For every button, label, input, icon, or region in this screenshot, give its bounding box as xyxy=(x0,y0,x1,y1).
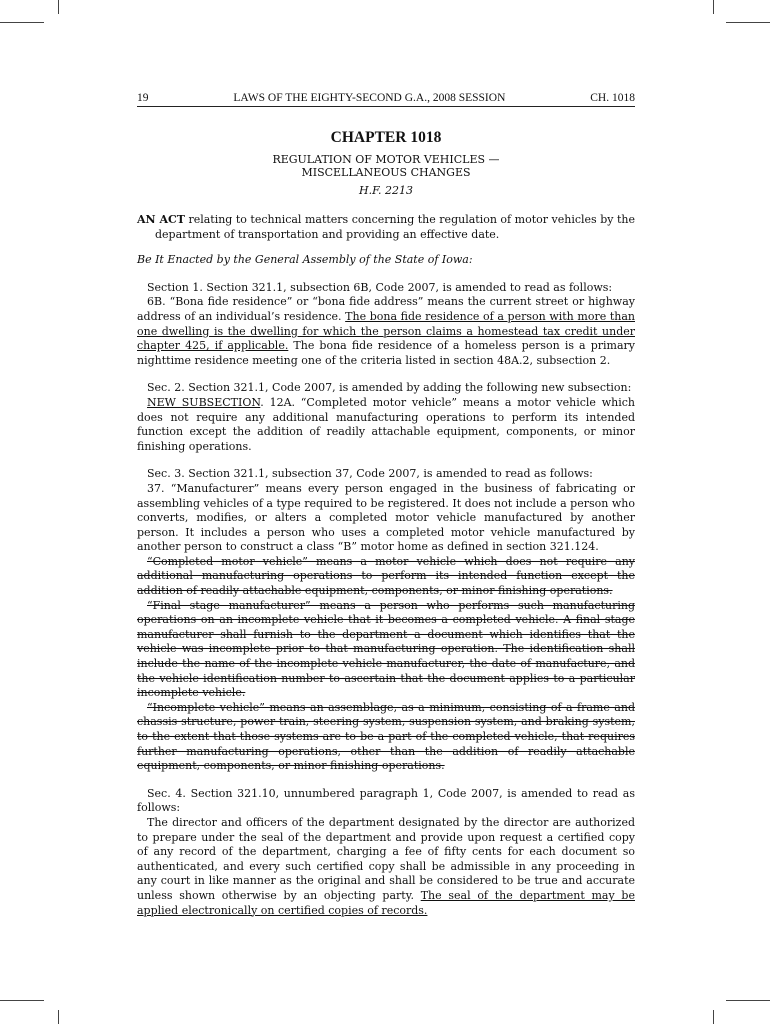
section-3-intro: Sec. 3. Section 321.1, subsection 37, Code 2007, is amended to read as follows: xyxy=(147,467,593,481)
section-1-intro: Section 1. Section 321.1, subsection 6B, Code 2007, is amended to read as follows: xyxy=(147,280,613,294)
section-2-intro: Sec. 2. Section 321.1, Code 2007, is amended by adding the following new subsection: xyxy=(147,381,632,395)
section-2-body xyxy=(137,396,635,454)
section-2-text: . 12A. “Completed motor vehicle” means a motor vehicle which does not require any additional manufacturing operations to perform its intended function except the addition of readily attachable equipment, components, or minor finishing operations. xyxy=(137,395,635,453)
inserted-text: The seal of the department may be applied electronically on certified copies of records. xyxy=(137,888,635,917)
running-title: LAWS OF THE EIGHTY-SECOND G.A., 2008 SESSION xyxy=(233,92,506,104)
bill-number: H.F. 2213 xyxy=(359,184,413,197)
section-4-intro: Sec. 4. Section 321.10, unnumbered paragraph 1, Code 2007, is amended to read as follows: xyxy=(137,786,635,815)
section-4-body xyxy=(137,816,635,918)
section-1-body xyxy=(137,295,635,368)
section-3-body: 37. “Manufacturer” means every person engaged in the business of fabricating or assembling vehicles of a type required to be registered. It does not include a person who converts, modifies, or alters a completed motor vehicle manufactured by another person. It includes a person who uses a completed motor vehicle manufactured by another person to construct a class “B” motor home as defined in section 321.124. xyxy=(137,481,635,554)
act-title xyxy=(137,213,635,242)
inserted-text: The bona fide residence of a person with more than one dwelling is the dwelling for which the person claims a homestead tax credit under chapter 425, if applicable. xyxy=(137,309,635,353)
act-text: relating to technical matters concerning the regulation of motor vehicles by the department of transportation and providing an effective date. xyxy=(155,213,635,241)
running-chapter: CH. 1018 xyxy=(590,92,635,104)
crop-mark xyxy=(713,1010,714,1024)
chapter-title: CHAPTER 1018 xyxy=(330,129,442,146)
struck-text: “Completed motor vehicle” means a motor vehicle which does not require any additional manufacturing operations to perform its intended function except the addition of readily attachable equipment, components, or minor finishing operations. xyxy=(137,554,635,598)
new-subsection-label: NEW SUBSECTION xyxy=(147,395,261,409)
crop-mark xyxy=(58,1010,59,1024)
crop-mark xyxy=(726,1000,770,1001)
struck-text: “Incomplete vehicle” means an assemblage, as a minimum, consisting of a frame and chassis structure, power train, steering system, suspension system, and braking system, to the extent that those systems are to be a part of the completed vehicle, that requires further manufacturing operations, other than the addition of readily attachable equipment, components, or minor finishing operations. xyxy=(137,700,635,773)
crop-mark xyxy=(0,1000,44,1001)
chapter-subtitle-line: MISCELLANEOUS CHANGES xyxy=(301,166,471,179)
section-1-text: 6B. “Bona fide residence” or “bona fide address” means the current street or highway address of an individual’s residence. xyxy=(137,295,635,323)
crop-mark xyxy=(726,22,770,23)
page-number: 19 xyxy=(137,92,149,104)
crop-mark xyxy=(58,0,59,14)
chapter-subtitle xyxy=(137,153,635,179)
section-1-text: The bona fide residence of a homeless person is a primary nighttime residence meeting one of the criteria listed in section 48A.2, subsection 2. xyxy=(137,339,635,367)
document-page xyxy=(137,92,635,918)
act-lead: AN ACT xyxy=(137,213,185,226)
enacting-clause: Be It Enacted by the General Assembly of the State of Iowa: xyxy=(137,253,473,267)
chapter-subtitle-line: REGULATION OF MOTOR VEHICLES — xyxy=(272,153,500,166)
struck-text: “Final stage manufacturer” means a person who performs such manufacturing operations on an incomplete vehicle that it becomes a completed vehicle. A final stage manufacturer shall furnish to the department a document which identifies that the vehicle was incomplete prior to that manufacturing operation. The identification shall include the name of the incomplete vehicle manufacturer, the date of manufacture, and the vehicle identification number to ascertain that the document applies to a particular incomplete vehicle. xyxy=(137,598,635,700)
section-4-text: The director and officers of the department designated by the director are authorized to prepare under the seal of the department and provide upon request a certified copy of any record of the department, charging a fee of fifty cents for each document so authenticated, and every such certified copy shall be admissible in any proceeding in any court in like manner as the original and shall be considered to be true and accurate unless shown otherwise by an objecting party. xyxy=(137,815,635,902)
crop-mark xyxy=(0,22,44,23)
running-head xyxy=(137,92,635,107)
crop-mark xyxy=(713,0,714,14)
